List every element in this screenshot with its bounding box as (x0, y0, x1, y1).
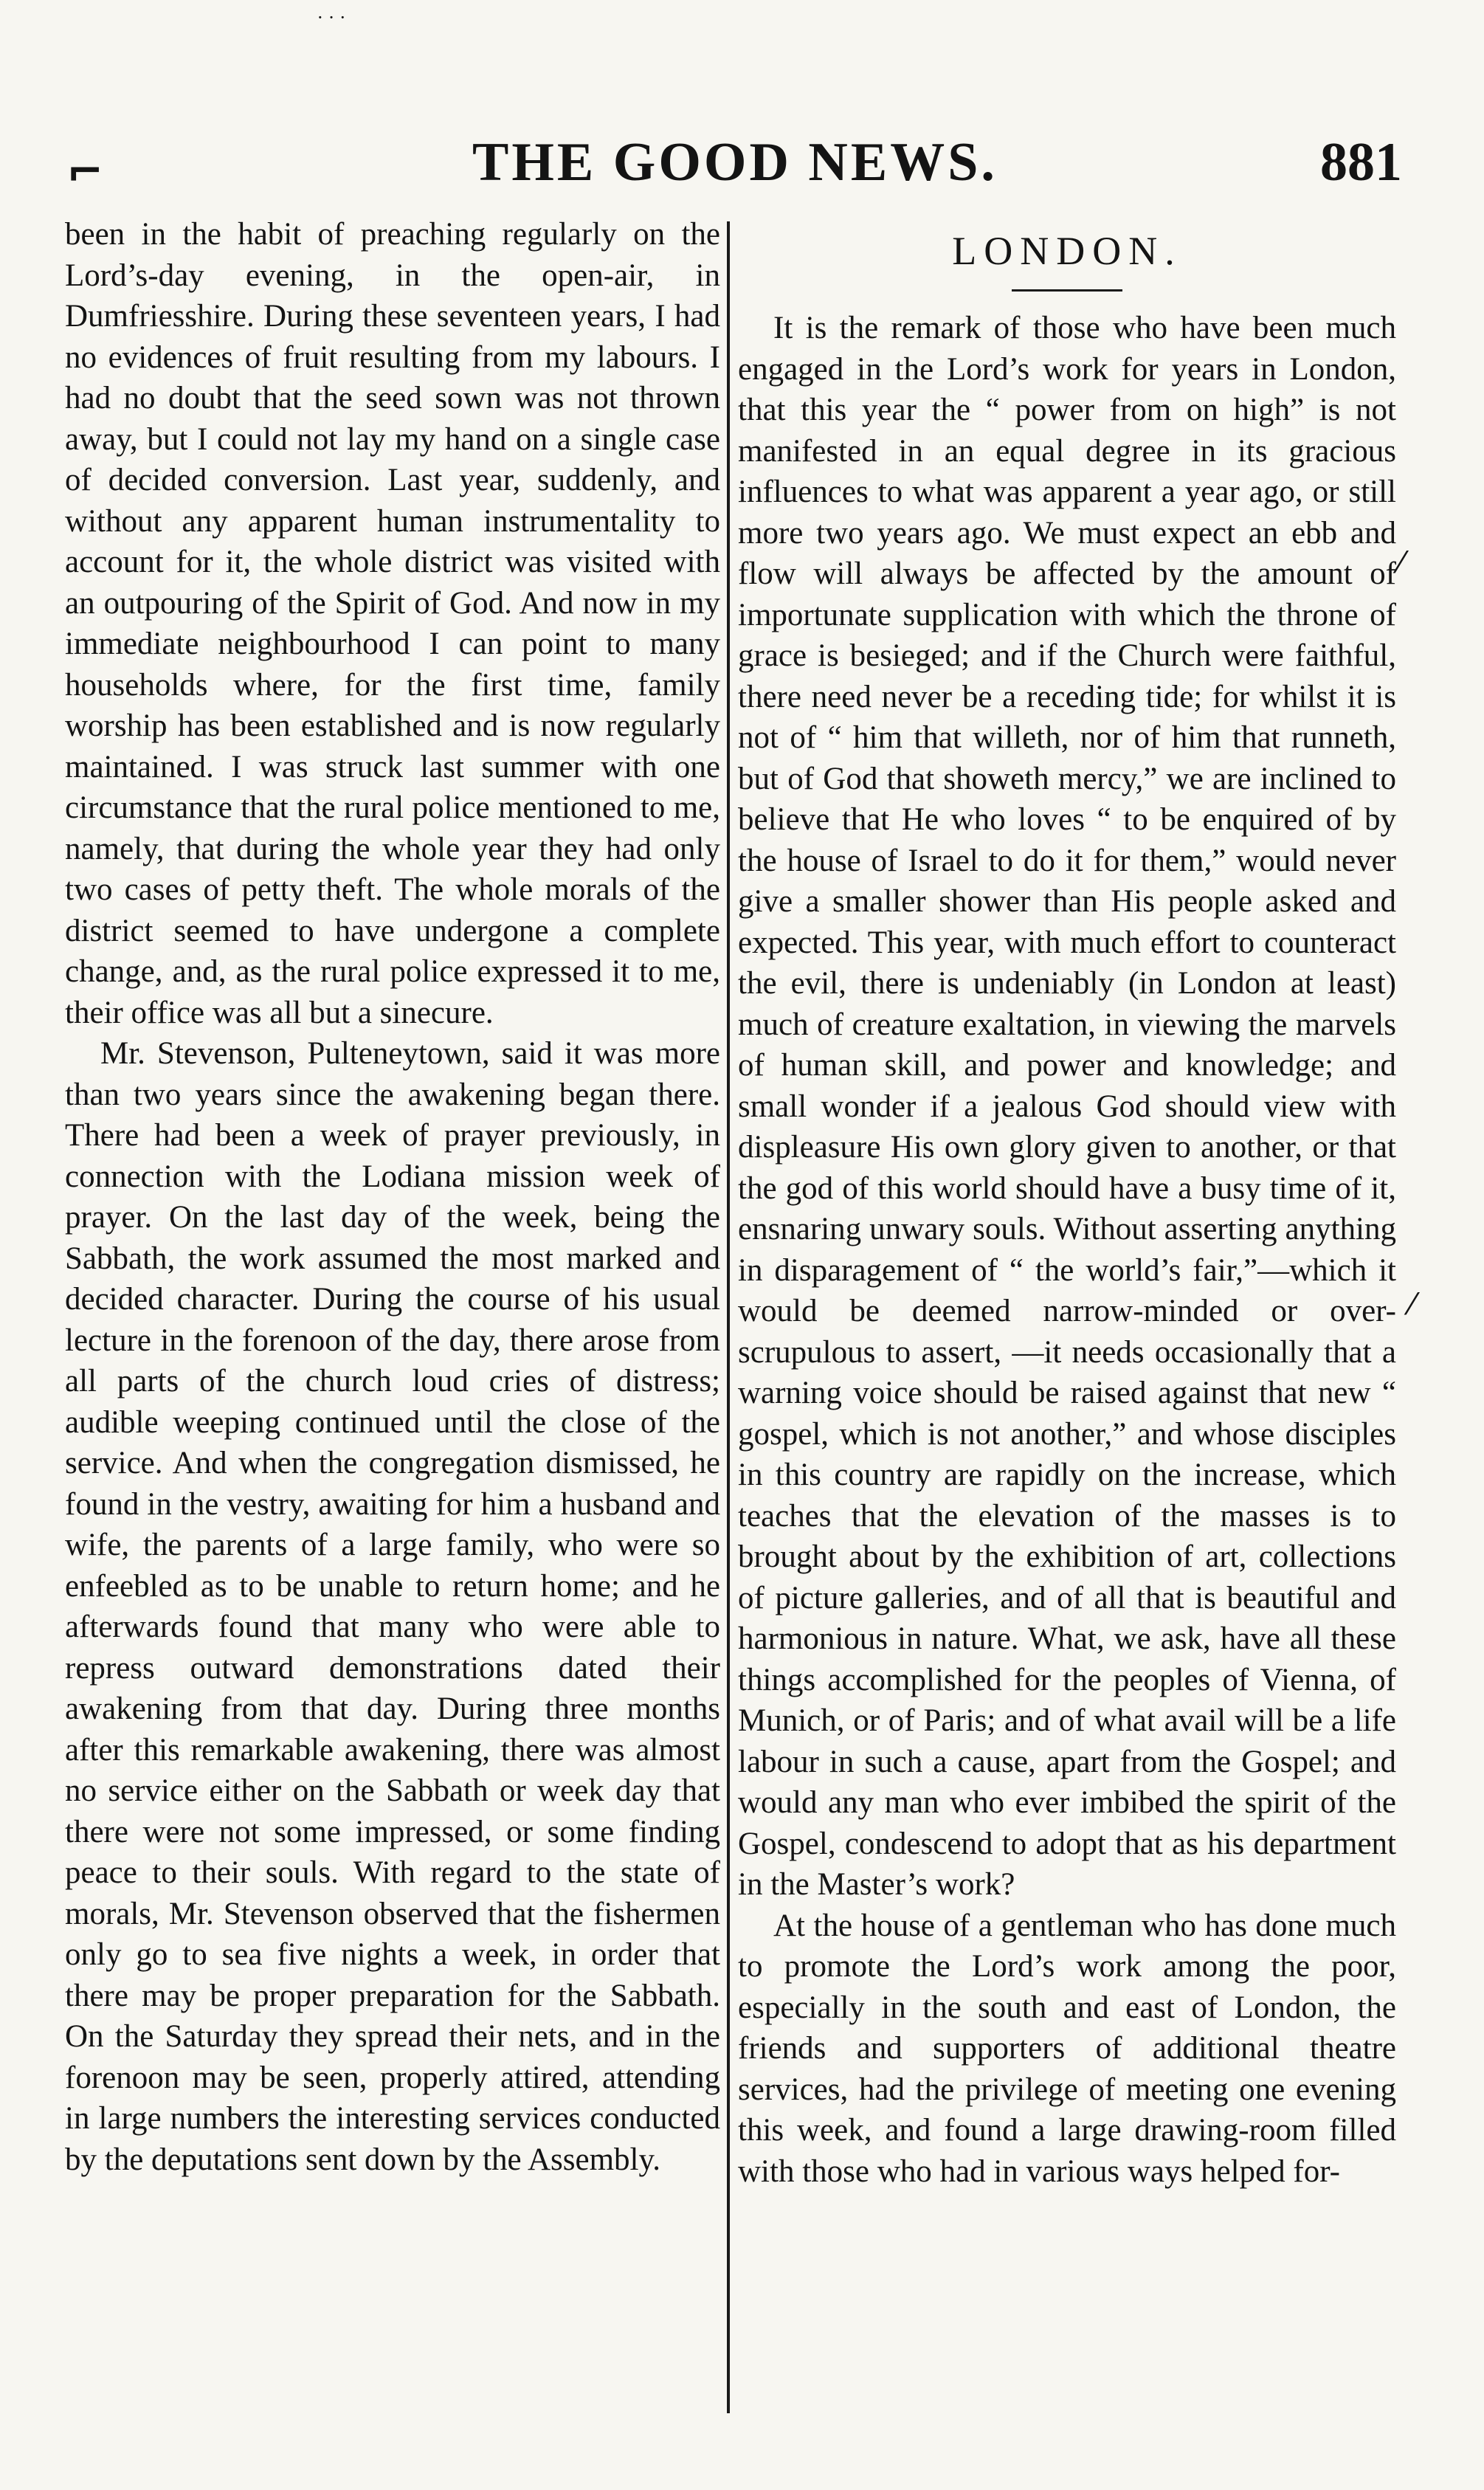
left-paragraph: been in the habit of preaching regularly on the Lord’s-day evening, in the open-air, in Dumfriesshire. During these seventeen years, I had no evidences of fruit resulting from my labours. I had no doubt that the seed sown was not thrown away, but I could not lay my hand on a single case of decided conversion. Last year, suddenly, and without any apparent human instrumentality to account for it, the whole district was visited with an outpouring of the Spirit of God. And now in my immediate neighbourhood I can point to many households where, for the first time, family worship has been established and is now regularly maintained. I was struck last summer with one circumstance that the rural police mentioned to me, namely, that during the whole year they had only two cases of petty theft. The whole morals of the district seemed to have undergone a complete change, and, as the rural police expressed it to me, their office was all but a sinecure. (65, 217, 720, 1030)
section-title: LONDON. (952, 229, 1182, 273)
margin-mark: ⁄ (1398, 546, 1404, 580)
running-head: THE GOOD NEWS. (472, 132, 998, 193)
right-paragraph: It is the remark of those who have been much engaged in the Lord’s work for years in London, that this year the “ power from on high” is not manifested in an equal degree in its gracious influences to what was apparent a year ago, or still more two years ago. We must expect an ebb and flow will always be affected by the amount of importunate supplication with which the throne of grace is besieged; and if the Church were faithful, there need never be a receding tide; for whilst it is not of “ him that willeth, nor of him that runneth, but of God that showeth mercy,” we are inclined to believe that He who loves “ to be enquired of by the house of Israel to do it for them,” would never give a smaller shower than His people asked and expected. This year, with much effort to counteract the evil, there is undeniably (in London at least) much of creature exaltation, in viewing the marvels of human skill, and power and knowledge; and small wonder if a jealous God should view with displeasure His own glory given to another, or that the god of this world should have a busy time of it, ensnaring unwary souls. Without asserting anything in disparagement of “ the world’s fair,”—which it would be deemed narrow-minded or over-scrupulous to assert, —it needs occasionally that a warning voice should be raised against that new “ gospel, which is not another,” and whose disciples in this country are rapidly on the increase, which teaches that the elevation of the masses is to brought about by the exhibition of art, collections of picture galleries, and of all that is beautiful and harmonious in nature. What, we ask, have all these things accomplished for the peoples of Vienna, of Munich, or of Paris; and of what avail will be a life labour in such a cause, apart from the Gospel; and would any man who ever imbibed the spirit of the Gospel, condescend to adopt that as his department in the Master’s work? (738, 311, 1396, 1902)
right-paragraph: At the house of a gentleman who has done much to promote the Lord’s work among the poor, especially in the south and east of London, the friends and supporters of additional theatre services, had the privilege of meeting one evening this week, and found a large drawing-room filled with those who had in various ways helped for- (738, 1908, 1396, 2189)
margin-mark: ⁄ (1409, 1288, 1415, 1322)
corner-mark: ⌐ (66, 146, 104, 198)
left-column (65, 214, 720, 2180)
column-divider (727, 221, 730, 2413)
page-number: 881 (1320, 132, 1402, 193)
left-paragraph: Mr. Stevenson, Pulteneytown, said it was more than two years since the awakening began there. There had been a week of prayer previously, in connection with the Lodiana mission week of prayer. On the last day of the week, being the Sabbath, the work assumed the most marked and decided character. During the course of his usual lecture in the forenoon of the day, there arose from all parts of the church loud cries of distress; audible weeping continued until the close of the service. And when the congregation dismissed, he found in the vestry, awaiting for him a husband and wife, the parents of a large family, who were so enfeebled as to be unable to return home; and he afterwards found that many who were able to repress outward demonstrations dated their awakening from that day. During three months after this remarkable awakening, there was almost no service either on the Sabbath or week day that there were not some impressed, or some finding peace to their souls. With regard to the state of morals, Mr. Stevenson observed that the fishermen only go to sea five nights a week, in order that there may be proper preparation for the Sabbath. On the Saturday they spread their nets, and in the forenoon may be seen, properly attired, attending in large numbers the interesting services conducted by the deputations sent down by the Assembly. (65, 1036, 720, 2177)
top-specks: · · · (317, 7, 346, 28)
title-rule (1012, 289, 1122, 292)
right-column (738, 214, 1396, 2192)
page-header (59, 131, 1417, 213)
